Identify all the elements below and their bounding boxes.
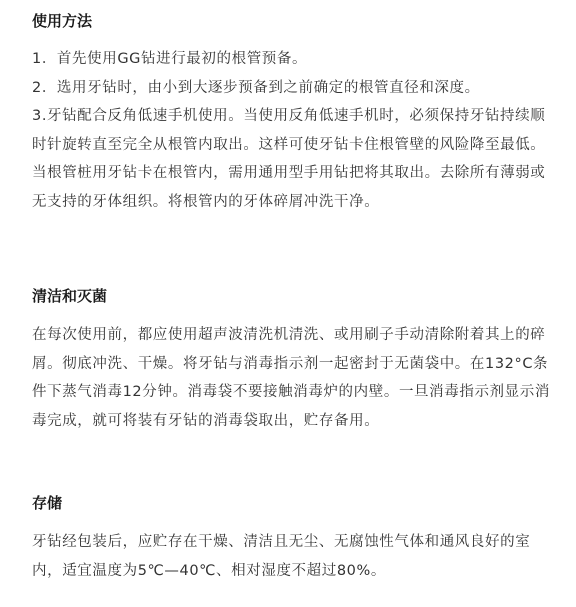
storage-paragraph: 牙钻经包装后，应贮存在干燥、清洁且无尘、无腐蚀性气体和通风良好的室内，适宜温度为5℃—40℃、相对湿度不超过80%。 [32, 534, 531, 579]
usage-step-3: 3.牙钻配合反角低速手机使用。当使用反角低速手机时，必须保持牙钻持续顺时针旋转直至完全从根管内取出。这样可使牙钻卡住根管壁的风险降至最低。当根管桩用牙钻卡在根管内，需用通用型手用钻把将其取出。去除所有薄弱或无支持的牙体组织。将根管内的牙体碎屑冲洗干净。 [32, 108, 546, 210]
usage-section [32, 10, 564, 216]
usage-step-2: 2．选用牙钻时，由小到大逐步预备到之前确定的根管直径和深度。 [32, 79, 480, 96]
storage-section [32, 492, 558, 585]
usage-title: 使用方法 [32, 12, 93, 30]
cleaning-title: 清洁和灭菌 [32, 287, 108, 305]
usage-step-1: 1．首先使用GG钻进行最初的根管预备。 [32, 51, 308, 67]
cleaning-section [32, 285, 558, 435]
cleaning-paragraph: 在每次使用前，都应使用超声波清洗机清洗、或用刷子手动清除附着其上的碎屑。彻底冲洗、干燥。将牙钻与消毒指示剂一起密封于无菌袋中。在132°C条件下蒸气消毒12分钟。消毒袋不要接触消毒炉的内壁。一旦消毒指示剂显示消毒完成，就可将装有牙钻的消毒袋取出，贮存备用。 [32, 327, 550, 429]
storage-title: 存储 [32, 494, 63, 512]
